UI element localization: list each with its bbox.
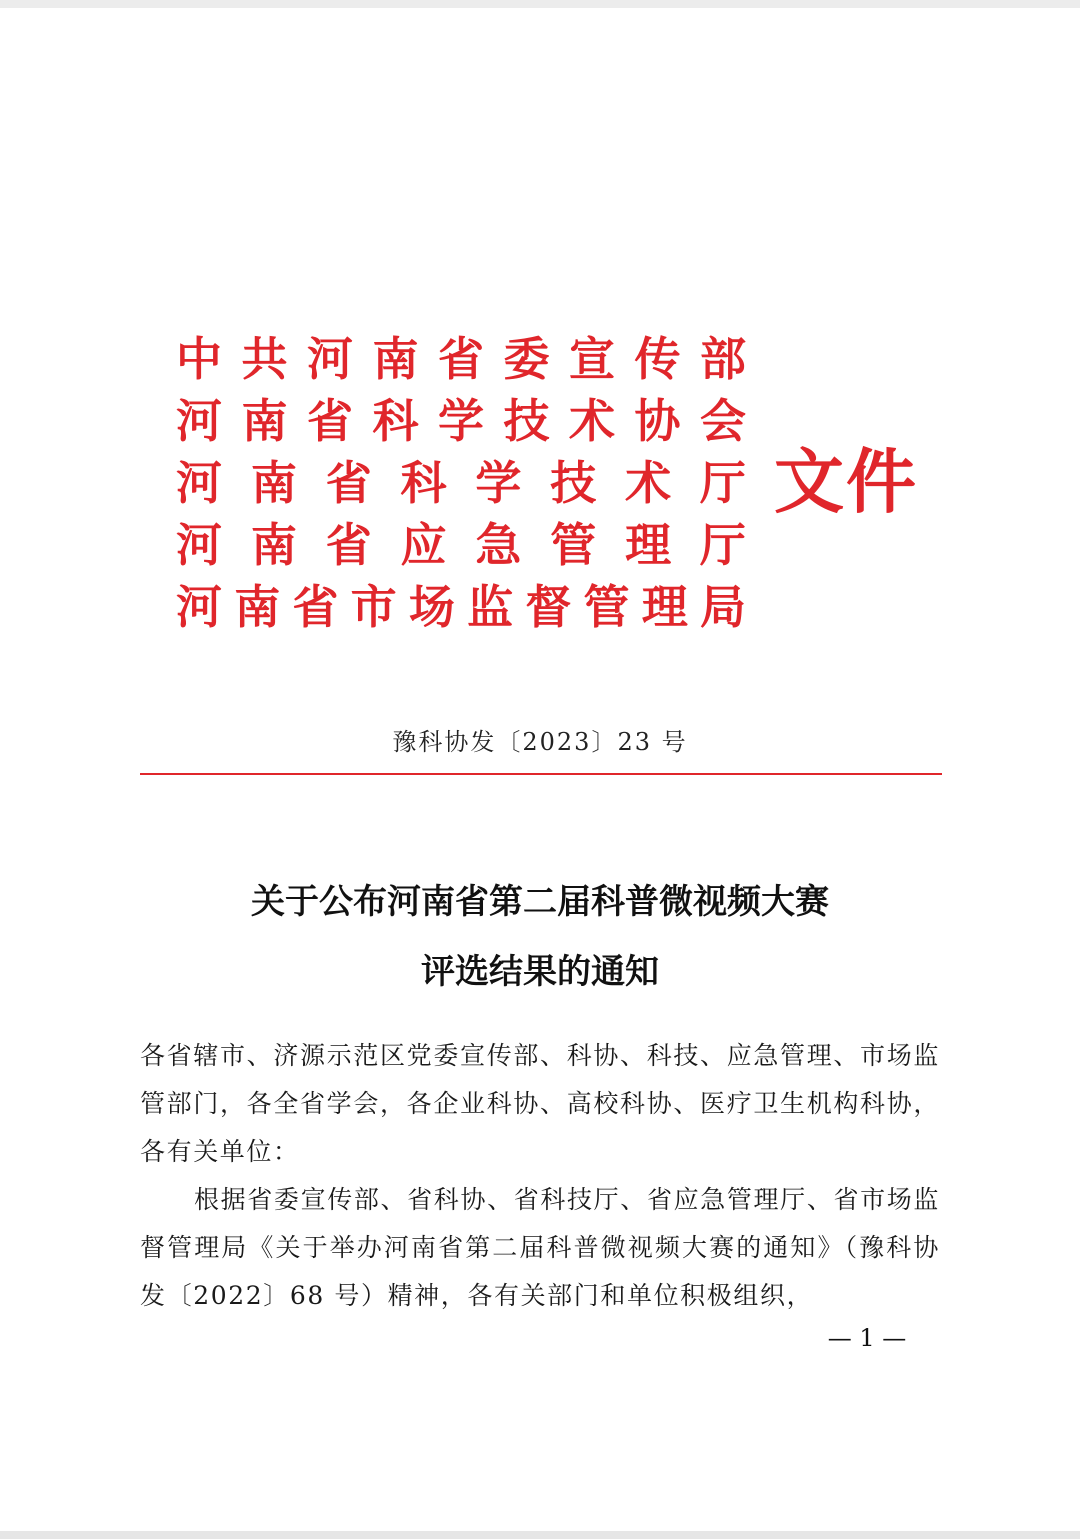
issuer-char: 学 <box>475 456 522 510</box>
issuer-char: 科 <box>400 456 447 510</box>
issuer-char: 省 <box>325 456 372 510</box>
issuer-line-emergency-department <box>176 514 746 576</box>
issuer-char: 南 <box>241 394 288 448</box>
issuer-char: 河 <box>176 394 222 448</box>
body-paragraph: 根据省委宣传部、省科协、省科技厅、省应急管理厅、省市场监督管理局《关于举办河南省第二届科普微视频大赛的通知》（豫科协发〔2022〕68 号）精神，各有关部门和单位积极组织， <box>140 1185 940 1310</box>
issuer-char: 宣 <box>569 332 615 386</box>
issuer-char: 河 <box>307 332 353 386</box>
issuer-char: 省 <box>307 394 353 448</box>
issuer-char: 部 <box>700 332 746 386</box>
red-divider <box>140 773 942 775</box>
issuer-block <box>176 328 746 638</box>
issuer-char: 河 <box>176 518 222 572</box>
issuer-char: 急 <box>475 518 522 572</box>
issuer-line-science-department <box>176 452 746 514</box>
issuer-char: 学 <box>438 394 484 448</box>
issuer-line-propaganda-dept <box>176 328 746 390</box>
issuer-char: 会 <box>700 394 746 448</box>
issuer-char: 科 <box>372 394 419 448</box>
issuer-char: 南 <box>250 456 297 510</box>
issuer-char: 传 <box>634 332 681 386</box>
issuer-char: 南 <box>234 580 281 634</box>
document-suffix: 文件 <box>774 440 918 523</box>
issuer-char: 协 <box>634 394 681 448</box>
issuer-char: 督 <box>525 580 572 634</box>
issuer-char: 技 <box>550 456 597 510</box>
issuer-char: 局 <box>699 580 746 634</box>
issuer-char: 南 <box>372 332 419 386</box>
issuer-char: 中 <box>176 332 222 386</box>
issuer-char: 省 <box>438 332 484 386</box>
issuer-char: 技 <box>503 394 550 448</box>
page-top-edge <box>0 0 1080 8</box>
issuer-char: 委 <box>503 332 550 386</box>
issuer-char: 术 <box>625 456 672 510</box>
issuer-char: 管 <box>583 580 630 634</box>
issuer-char: 河 <box>176 456 222 510</box>
issuer-char: 省 <box>325 518 372 572</box>
issuer-char: 河 <box>176 580 222 634</box>
issuer-char: 市 <box>350 580 397 634</box>
issuer-line-science-association <box>176 390 746 452</box>
issuer-char: 术 <box>569 394 615 448</box>
issuer-char: 场 <box>408 580 455 634</box>
page-bottom-edge <box>0 1531 1080 1539</box>
issuer-char: 监 <box>467 580 514 634</box>
page-number: — 1 — <box>827 1324 907 1352</box>
notice-title-line-2: 评选结果的通知 <box>421 952 659 992</box>
salutation: 各省辖市、济源示范区党委宣传部、科协、科技、应急管理、市场监管部门，各全省学会，各企业科协、高校科协、医疗卫生机构科协，各有关单位： <box>140 1041 940 1166</box>
notice-title-line-1: 关于公布河南省第二届科普微视频大赛 <box>251 882 829 922</box>
issuer-char: 南 <box>250 518 297 572</box>
issuer-char: 管 <box>550 518 597 572</box>
issuer-char: 省 <box>292 580 339 634</box>
issuer-char: 共 <box>241 332 288 386</box>
issuer-line-market-bureau <box>176 576 746 638</box>
issuer-char: 应 <box>400 518 447 572</box>
document-number: 豫科协发〔2023〕23 号 <box>392 728 688 756</box>
issuer-char: 理 <box>641 580 688 634</box>
issuer-char: 厅 <box>699 456 746 510</box>
issuer-char: 厅 <box>699 518 746 572</box>
issuer-char: 理 <box>625 518 672 572</box>
